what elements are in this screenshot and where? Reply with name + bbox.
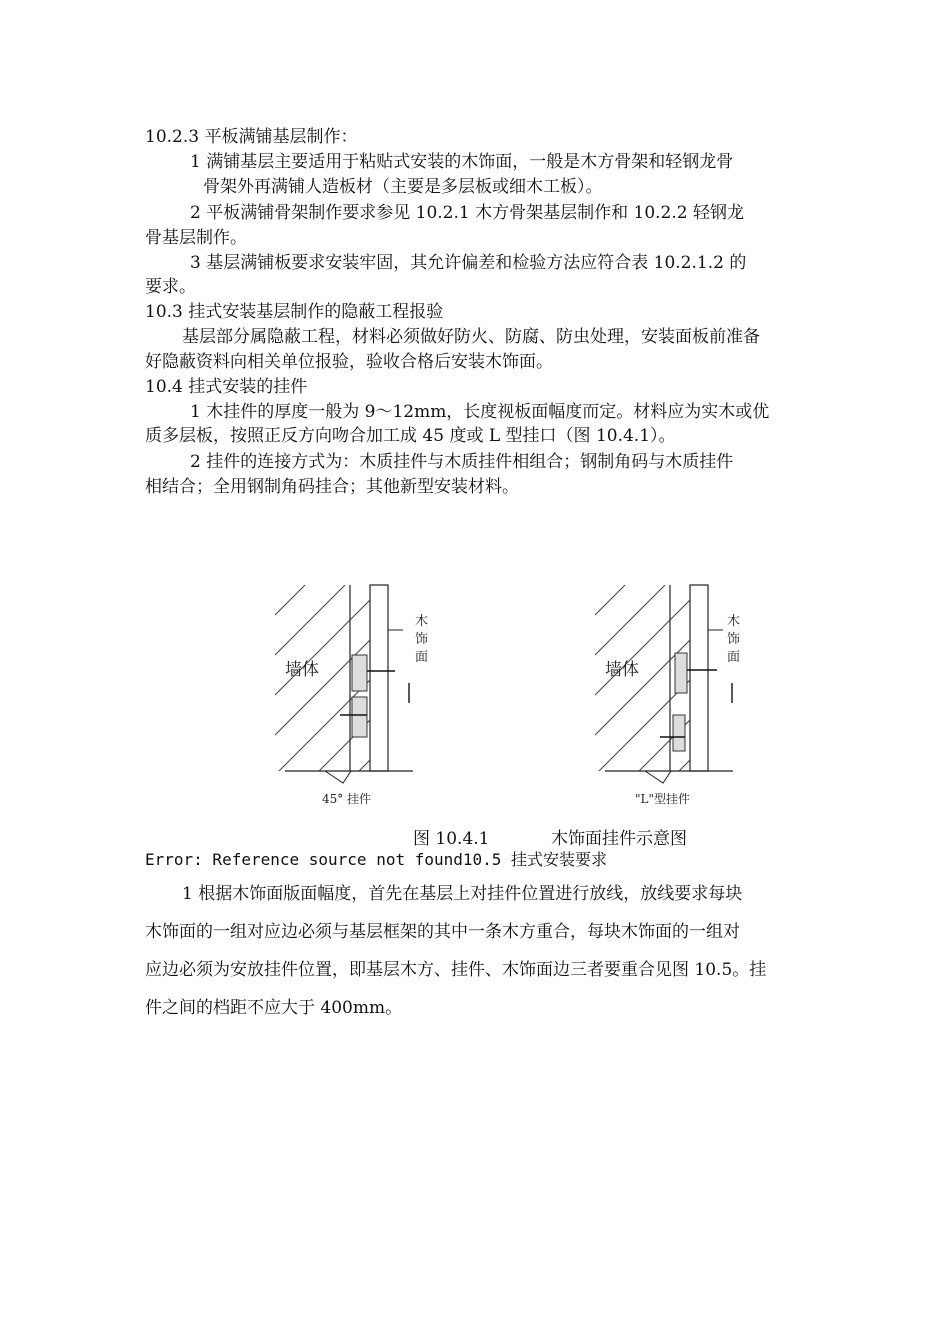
paragraph-line: 质多层板，按照正反方向吻合加工成 45 度或 L 型挂口（图 10.4.1）。 <box>145 426 676 446</box>
paragraph-line: 2 平板满铺骨架制作要求参见 10.2.1 木方骨架基层制作和 10.2.2 轻钢龙 <box>190 203 744 223</box>
face-label-char: 饰 <box>727 632 741 647</box>
paragraph-line: 2 挂件的连接方式为：木质挂件与木质挂件相组合；钢制角码与木质挂件 <box>190 452 734 472</box>
face-label-char: 木 <box>727 614 741 629</box>
paragraph-line: 1 根据木饰面版面幅度，首先在基层上对挂件位置进行放线，放线要求每块 <box>182 884 743 904</box>
paragraph-line: 骨基层制作。 <box>145 228 247 248</box>
figure-l-type-hanger <box>575 575 775 815</box>
wall-label: 墙体 <box>285 660 319 680</box>
heading-10-4: 10.4 挂式安装的挂件 <box>145 377 308 397</box>
heading-10-2-3: 10.2.3 平板满铺基层制作： <box>145 127 358 147</box>
paragraph-line: 件之间的档距不应大于 400mm。 <box>145 998 403 1018</box>
paragraph-line: 要求。 <box>145 277 196 297</box>
paragraph-line: 基层部分属隐蔽工程，材料必须做好防火、防腐、防虫处理，安装面板前准备 <box>182 327 760 347</box>
figure-45-degree-hanger <box>255 575 455 815</box>
paragraph-line: 1 满铺基层主要适用于粘贴式安装的木饰面，一般是木方骨架和轻钢龙骨 <box>190 152 734 172</box>
figure-caption: "L"型挂件 <box>635 792 691 806</box>
face-label-char: 面 <box>415 650 429 665</box>
paragraph-line: 应边必须为安放挂件位置，即基层木方、挂件、木饰面边三者要重合见图 10.5。挂 <box>145 960 767 980</box>
paragraph-line: 相结合；全用钢制角码挂合；其他新型安装材料。 <box>145 477 519 497</box>
error-reference-line: Error: Reference source not found10.5 挂式安装要求 <box>145 850 608 869</box>
wall-label: 墙体 <box>605 660 639 680</box>
figure-caption: 45° 挂件 <box>322 792 372 806</box>
heading-10-3: 10.3 挂式安装基层制作的隐蔽工程报验 <box>145 302 444 322</box>
face-label-char: 木 <box>415 614 429 629</box>
paragraph-line: 3 基层满铺板要求安装牢固，其允许偏差和检验方法应符合表 10.2.1.2 的 <box>190 253 747 273</box>
paragraph-line: 1 木挂件的厚度一般为 9～12mm，长度视板面幅度而定。材料应为实木或优 <box>190 402 770 422</box>
figure-title: 木饰面挂件示意图 <box>551 829 687 849</box>
paragraph-line: 木饰面的一组对应边必须与基层框架的其中一条木方重合，每块木饰面的一组对 <box>145 922 740 942</box>
paragraph-line: 骨架外再满铺人造板材（主要是多层板或细木工板）。 <box>203 177 603 197</box>
face-label-char: 饰 <box>415 632 429 647</box>
paragraph-line: 好隐蔽资料向相关单位报验，验收合格后安装木饰面。 <box>145 352 553 372</box>
face-label-char: 面 <box>727 650 741 665</box>
figure-number: 图 10.4.1 <box>413 829 490 849</box>
